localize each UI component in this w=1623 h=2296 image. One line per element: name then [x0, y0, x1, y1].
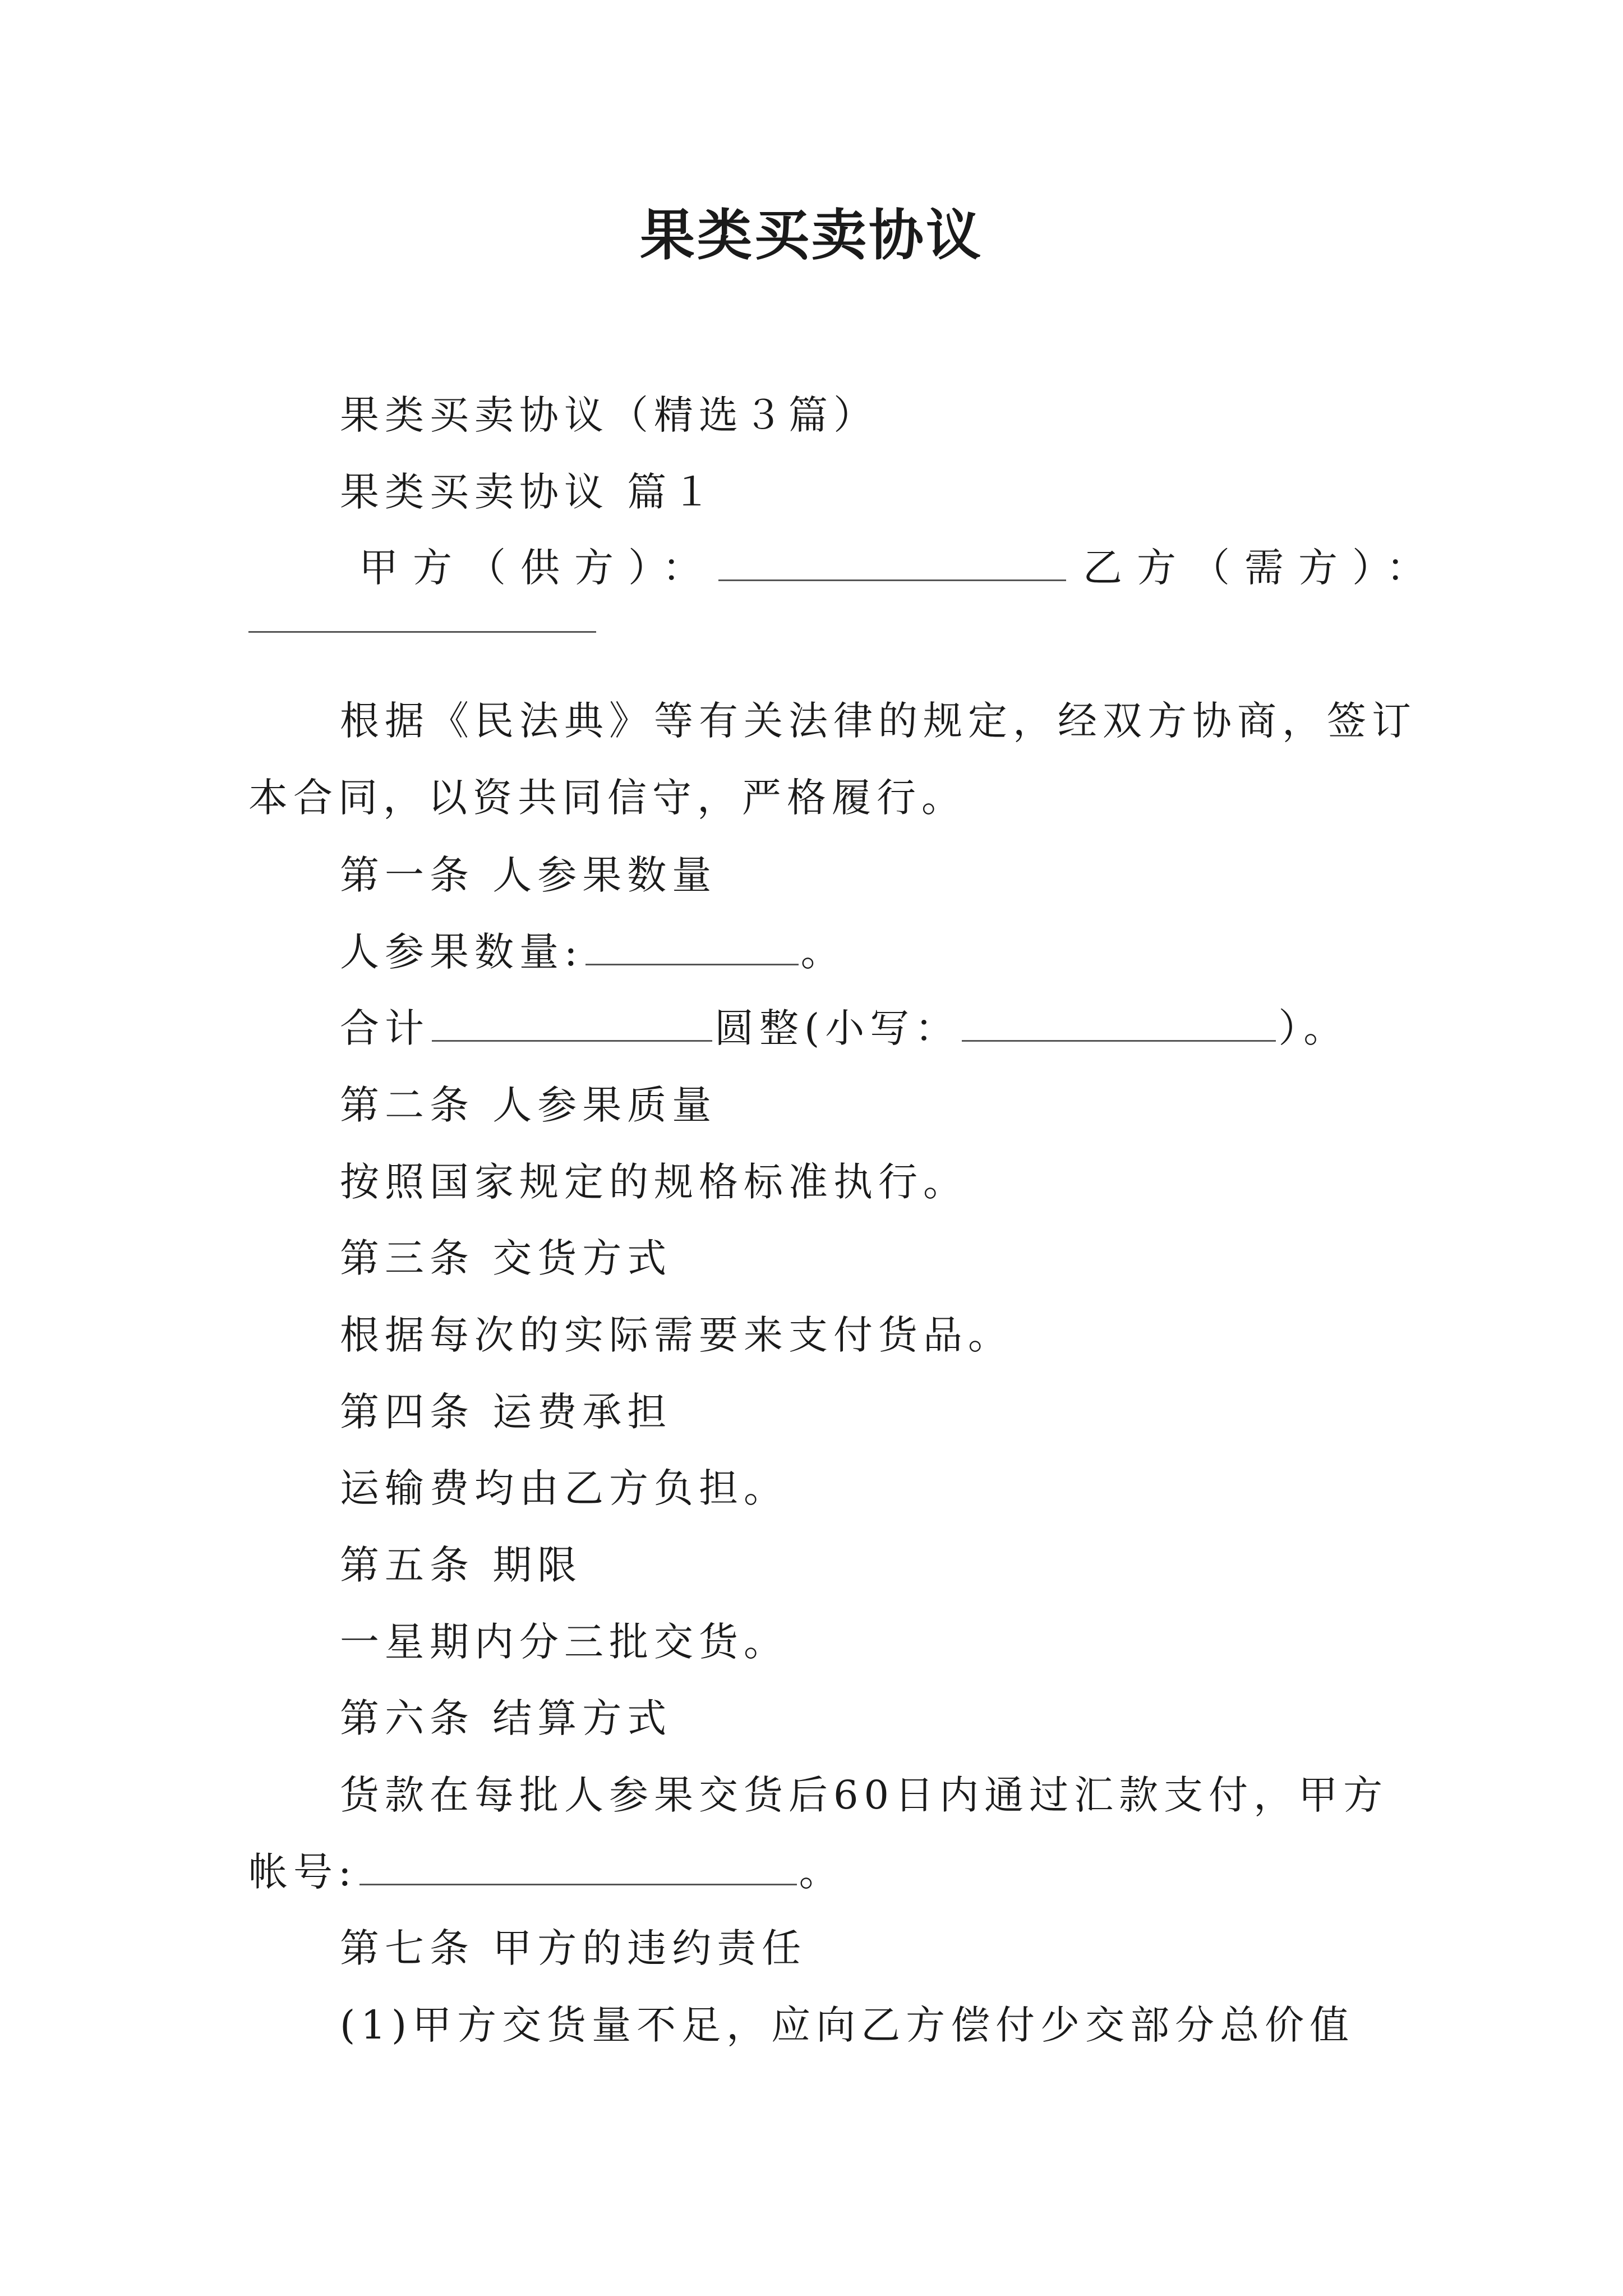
party-b-label: 乙方（需方）：: [1083, 545, 1440, 591]
document-title: 果类买卖协议: [639, 203, 983, 268]
article-7-item-1: (1)甲方交货量不足，应向乙方偿付少交部分总价值: [340, 2002, 1355, 2048]
intro-line-1: 根据《民法典》等有关法律的规定，经双方协商，签订: [340, 698, 1417, 744]
article-6-account: [248, 1844, 844, 1900]
article-5-title: 第五条 期限: [340, 1542, 583, 1588]
account-blank: [359, 1849, 797, 1885]
article-6-body-1: 货款在每批人参果交货后60日内通过汇款支付，甲方: [340, 1772, 1389, 1818]
total-label: 合计: [340, 1005, 430, 1051]
quantity-blank: [585, 929, 799, 965]
article-1-quantity: [340, 924, 846, 980]
article-4-title: 第四条 运费承担: [340, 1389, 672, 1435]
total-mid: 圆整(小写：: [714, 1005, 960, 1051]
article-1-title: 第一条 人参果数量: [340, 852, 717, 898]
article-3-body: 根据每次的实际需要来支付货品。: [340, 1312, 1013, 1358]
party-row: [359, 540, 1440, 596]
article-1-total: [340, 1000, 1348, 1056]
quantity-end: 。: [800, 929, 846, 975]
intro-line-2: 本合同，以资共同信守，严格履行。: [248, 775, 966, 821]
account-label: 帐号:: [248, 1849, 357, 1895]
section-heading: 果类买卖协议 篇１: [340, 469, 717, 515]
article-3-title: 第三条 交货方式: [340, 1235, 672, 1281]
article-2-body: 按照国家规定的规格标准执行。: [340, 1159, 968, 1205]
party-a-label: 甲方（供方）：: [359, 545, 716, 591]
party-a-blank: [718, 545, 1066, 581]
total-small-blank: [962, 1005, 1276, 1042]
account-end: 。: [799, 1849, 844, 1895]
quantity-label: 人参果数量:: [340, 929, 583, 975]
article-2-title: 第二条 人参果质量: [340, 1082, 717, 1128]
total-blank: [432, 1005, 712, 1042]
document-subtitle: 果类买卖协议（精选３篇）: [340, 392, 878, 438]
total-end: ）。: [1278, 1005, 1349, 1051]
article-5-body: 一星期内分三批交货。: [340, 1619, 789, 1665]
party-b-blank: [248, 631, 596, 633]
article-4-body: 运输费均由乙方负担。: [340, 1465, 789, 1511]
article-7-title: 第七条 甲方的违约责任: [340, 1925, 807, 1971]
article-6-title: 第六条 结算方式: [340, 1695, 672, 1741]
